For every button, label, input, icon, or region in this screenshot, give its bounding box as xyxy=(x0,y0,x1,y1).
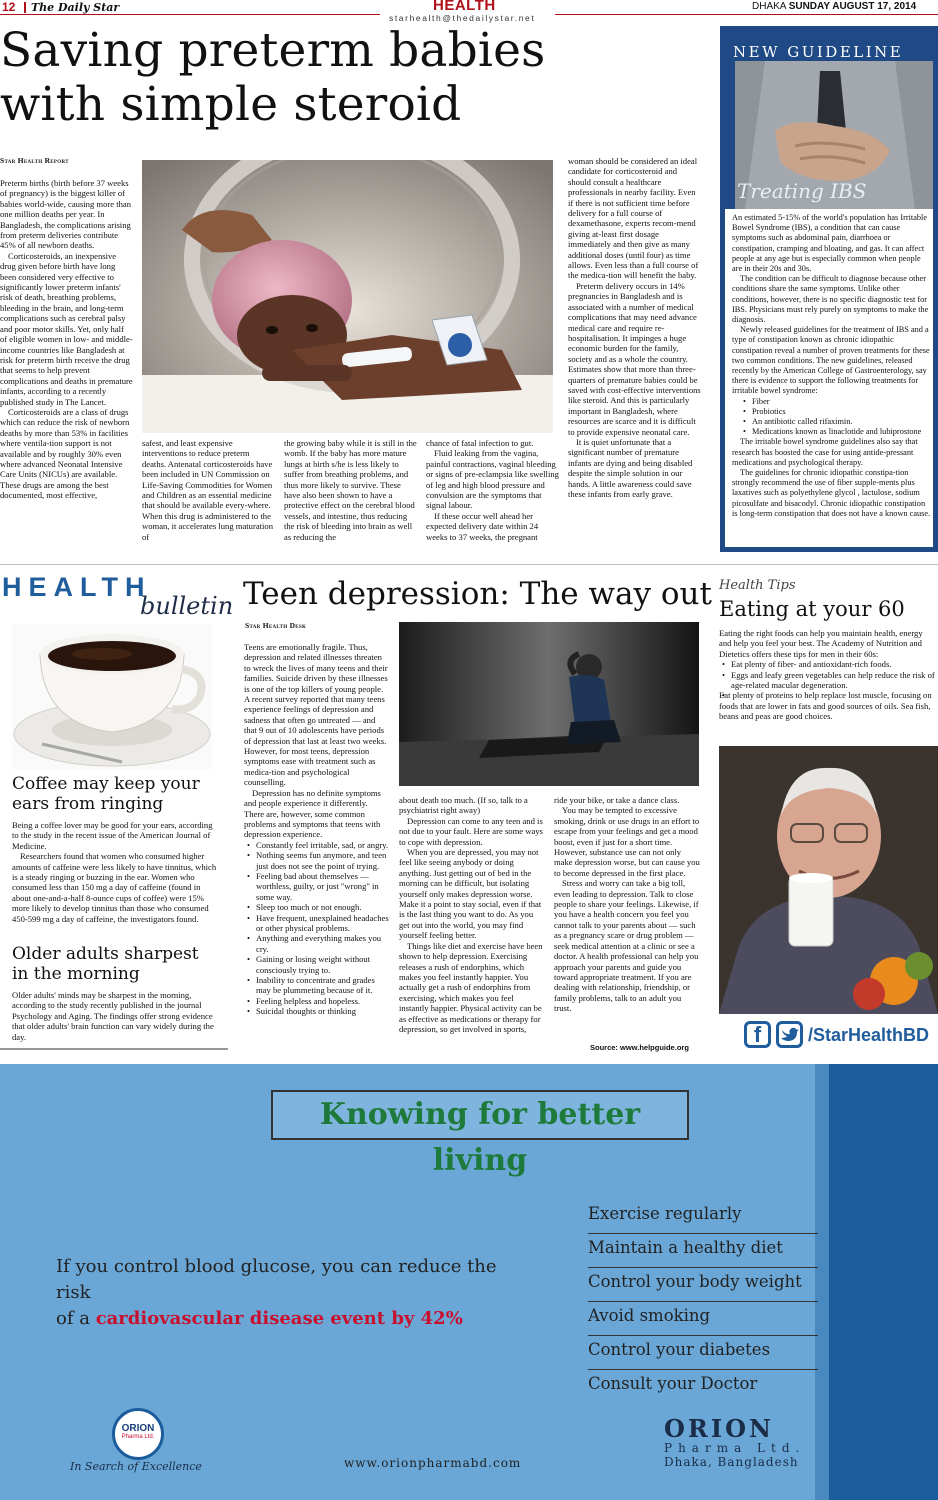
facebook-icon[interactable]: f xyxy=(744,1021,771,1048)
lead-column-2 xyxy=(142,438,275,542)
teen-para: You may be tempted to excessive smoking, drink or use drugs in an effort to escape from your feelings and get a mood boost, even if just for a short time. However, substance use can not only make depression worse, but can cause you to become depressed in the first place. xyxy=(554,805,700,878)
orion-logo xyxy=(112,1408,164,1460)
list-item: Avoid smoking xyxy=(588,1302,818,1336)
ad-statement-highlight: cardiovascular disease event by 42% xyxy=(95,1308,463,1329)
teen-para: Depression can come to any teen and is not due to your fault. Here are some ways to cope with depression. xyxy=(399,815,543,847)
lead-col5-para: It is quiet unfortunate that a significant number of premature infants are dying and being disabled despite the simple solution in our hands. A little awareness could save these infants from early grave. xyxy=(568,436,693,499)
ad-statement xyxy=(56,1254,536,1332)
list-item: • Constantly feel irritable, sad, or angry. xyxy=(244,840,389,850)
social-strip xyxy=(744,1021,938,1053)
bulletin-older-text xyxy=(12,990,217,1042)
orion-logo-name: ORION xyxy=(121,1423,155,1434)
ad-advice-list xyxy=(588,1200,818,1404)
tips-intro: Eating the right foods can help you maintain health, energy and help you feel your best. The Academy of Nutrition and Dietetics offers these tips for men in their 60s: xyxy=(719,628,923,659)
section-name: HEALTH xyxy=(433,0,496,14)
teen-para: Things like diet and exercise have been shown to help depression. Exercising releases a rush of endorphins, which makes you feel instantly happier. You actually get a rush of endorphins from exercising, which makes you feel instantly happier. Physical activity can be as effective as medications or therapy for depression, so get involved in sports, xyxy=(399,940,543,1034)
bulletin-bottom-rule xyxy=(0,1048,228,1050)
lead-col5-para: Preterm delivery occurs in 14% pregnancies in Bangladesh and is associated with a number of medical complications that may need advance medical care and require re-hospitalisation. It impinges a huge economic burden for the family, society and as a whole the country. Estimates show that more than three-quarters of premature babies could be saved with cost-effective interventions like steroid. And this is particularly important in Bangladesh, where resources are scarce and it is difficult to provide expensive neonatal care. xyxy=(568,280,701,437)
list-item: • Suicidal thoughts or thinking xyxy=(244,1006,389,1016)
list-item: • Anything and everything makes you cry. xyxy=(244,933,389,954)
ad-statement-prefix: of a xyxy=(56,1308,96,1329)
tips-text xyxy=(719,628,937,722)
lead-byline: Star Health Report xyxy=(0,156,69,165)
teen-para: Stress and worry can take a big toll, even leading to depression. Talk to close people to share your feelings. Likewise, if you have a health concern you feel you cannot talk to your parents about — such as a pregnancy scare or drug problem — seek medical attention at a clinic or see a doctor. A health professional can help you approach your parents and guide you toward appropriate treatment. If you are dealing with relationship, friendship, or family problems, talk to an adult you trust. xyxy=(554,878,699,1014)
tips-list xyxy=(719,659,937,721)
dateline-date: SUNDAY AUGUST 17, 2014 xyxy=(788,1,917,12)
lead-column-3 xyxy=(284,438,417,542)
coffee-cup-photo xyxy=(12,624,212,769)
guideline-para: The guidelines for chronic idiopathic constipa-tion strongly recommend the use of fiber supple-ments plus laxatives such as polyethylene glycol , lactulose, sodium picosulfate and bisacodyl. Chronic idiopathic constipation is long-term constipation that does not have a known cause. xyxy=(732,468,931,518)
orion-tagline: In Search of Excellence xyxy=(70,1460,202,1473)
ad-statement-line1: If you control blood glucose, you can reduce the risk xyxy=(56,1256,497,1303)
social-handle[interactable]: /StarHealthBD xyxy=(808,1025,930,1045)
guideline-para: Newly released guidelines for the treatment of IBS and a type of constipation known as chronic idiopathic constipation reveal a number of proven treatments for these two common conditions. The new guidelines, released recently by the American College of Gastroenterology, say there is evidence to support the following treatments for irritable bowel syndrome: xyxy=(732,325,930,396)
guideline-text xyxy=(732,213,932,519)
list-item: • Inability to concentrate and grades may be plummeting because of it. xyxy=(244,975,389,996)
teen-column-1 xyxy=(244,642,389,1017)
bulletin-title-main: HEALTH xyxy=(2,572,152,602)
lead-column-1 xyxy=(0,178,133,501)
lead-headline xyxy=(0,24,710,132)
bulletin-para: Being a coffee lover may be good for your ears, according to the study in the recent issue of the American Journal of Medicine. xyxy=(12,820,213,851)
lead-col4-para: If these occur well ahead her expected delivery date within 24 weeks to 37 weeks, the pregnant xyxy=(426,510,539,542)
list-item: • Eat plenty of fiber- and antioxidant-rich foods. xyxy=(719,659,937,669)
teen-symptom-list xyxy=(244,840,389,1017)
lead-col3-para: the growing baby while it is still in the womb. If the baby has more mature lungs at birth s/he is less likely to suffer from breathing problems, and thus more likely to survive. These have also been shown to have a protective effect on the cerebral blood vessels, and intestine, thus reducing the risk of bleeding into brain as well as reducing the xyxy=(284,438,417,542)
tips-kicker: Health Tips xyxy=(719,578,796,593)
guideline-box xyxy=(720,26,938,552)
teen-headline: Teen depression: The way out xyxy=(243,576,712,612)
teen-depression-photo xyxy=(399,622,699,786)
header-rule-right xyxy=(555,14,938,15)
bulletin-headline-older: Older adults sharpest in the morning xyxy=(12,944,199,984)
teen-column-3 xyxy=(554,795,700,1014)
older-man-milk-photo xyxy=(719,746,938,1014)
guideline-kicker: NEW GUIDELINE xyxy=(733,43,904,61)
lead-headline-line1: Saving preterm babies xyxy=(0,23,546,78)
list-item: • Feeling bad about themselves — worthless, guilty, or just "wrong" in some way. xyxy=(244,871,389,902)
list-item: • Fiber xyxy=(740,397,932,407)
list-item: • Probiotics xyxy=(740,407,932,417)
bulletin-coffee-text xyxy=(12,820,217,924)
list-item: • Eat plenty of proteins to help replace lost muscle, focusing on foods that are lower in fats and good sources of oils. Sea fish, beans and peas are good choices. xyxy=(719,690,937,721)
lead-col4-para: Fluid leaking from the vagina, painful contractions, vaginal bleeding or signs of pre-eclampsia like swelling of leg and high blood pressure and convulsion are the symptoms that signal labour. xyxy=(426,448,559,511)
teen-source: Source: www.helpguide.org xyxy=(590,1043,689,1052)
bulletin-title-script: bulletin xyxy=(140,592,234,620)
orion-ad xyxy=(0,1064,938,1500)
orion-brand xyxy=(664,1414,814,1469)
list-item: Control your body weight xyxy=(588,1268,818,1302)
twitter-icon[interactable] xyxy=(776,1021,803,1048)
guideline-para: The irritable bowel syndrome guidelines also say that research has boosted the case for using antide-pressant medications and psychological therapy. xyxy=(732,437,918,467)
section-divider xyxy=(0,564,938,565)
orion-brand-city: Dhaka, Bangladesh xyxy=(664,1455,799,1469)
guideline-para: The condition can be difficult to diagnose because other conditions share the same symptoms. Unlike other conditions, however, there is no specific diagnostic test for IBS. Physicians must rely purely on symptoms to make the diagnosis. xyxy=(732,274,929,325)
section-email: starhealth@thedailystar.net xyxy=(389,13,536,23)
lead-column-4 xyxy=(426,438,559,542)
preterm-baby-illustration xyxy=(142,160,553,433)
coffee-cup-illustration xyxy=(12,624,212,769)
bulletin-column xyxy=(0,572,234,1052)
teen-para: When you are depressed, you may not feel like seeing anybody or doing anything. Just getting out of bed in the morning can be difficult, but isolating yourself only makes depression worse. Make it a point to stay social, even if that is the last thing you want to do. As you get out into the world, you may find yourself feeling better. xyxy=(399,847,542,941)
dateline-city: DHAKA xyxy=(752,1,786,12)
lead-col2-para: safest, and least expensive interventions to reduce preterm deaths. Antenatal corticosteroids have been included in UN Commission on Life-Saving Commodities for Women and Children as an essential medicine that should be available every-where. When this drug is administered to the woman, it accelerates lung maturation of xyxy=(142,438,274,542)
page-header xyxy=(0,0,938,22)
teen-para: Teens are emotionally fragile. Thus, depression and related illnesses threaten to wreck the lives of many teens and their families. Suicide driven by these illnesses is one of the top killers of young people. A recent survey reported that many teens experience feelings of depression and sadness that often go untreated — and that 9 out of 10 adolescents have periods of depression that last at least two weeks. However, for most teens, depression symptoms ease with treatment such as medica-tion and psychological counselling. xyxy=(244,642,388,788)
lead-col1-para: Preterm births (birth before 37 weeks of pregnancy) is the biggest killer of babies world-wide, causing more than one million deaths per year. In Bangladesh, the complications arising from preterm deliveries contribute 45% of all newborn deaths. xyxy=(0,178,132,251)
list-item: • Medications known as linaclotide and lubiprostone xyxy=(740,427,932,437)
lead-col1-para: Corticosteroids are a class of drugs which can reduce the risk of newborn deaths by more than 53% in facilities where ventila-tion support is not available and by roughly 30% even where advanced Neonatal Intensive Care Units (NICUs) are available. These drugs are among the best documented, most effective, xyxy=(0,406,130,501)
paper-name: The Daily Star xyxy=(31,1,120,14)
dateline xyxy=(752,1,916,12)
preterm-baby-photo xyxy=(142,160,553,433)
teen-byline: Star Health Desk xyxy=(245,621,307,630)
twitter-bird-glyph xyxy=(779,1024,800,1045)
bulletin-para: Older adults' minds may be sharpest in the morning, according to the study recently published in the journal Psychology and Aging. The findings offer strong evidence that older adults' brain function can vary widely during the day. xyxy=(12,990,214,1042)
teen-column-2 xyxy=(399,795,544,1034)
guideline-treatment-list xyxy=(732,397,932,438)
orion-logo-sub: Pharma Ltd. xyxy=(121,1434,155,1440)
header-rule xyxy=(0,14,380,15)
ad-statement-line2 xyxy=(56,1306,536,1332)
lead-col4-para: chance of fatal infection to gut. xyxy=(426,438,534,448)
teen-para: about death too much. (If so, talk to a psychiatrist right away) xyxy=(399,795,528,816)
orion-brand-sub: Pharma Ltd. xyxy=(664,1441,806,1455)
lead-column-5 xyxy=(568,156,702,499)
list-item: • An antibiotic called rifaximin. xyxy=(740,417,932,427)
ibs-photo-caption: Treating IBS xyxy=(737,179,867,203)
orion-website[interactable]: www.orionpharmabd.com xyxy=(344,1456,522,1470)
ad-decor-stripe xyxy=(828,1064,938,1500)
bulletin-headline-coffee: Coffee may keep your ears from ringing xyxy=(12,774,200,814)
ad-title-box xyxy=(271,1090,689,1178)
list-item: • Gaining or losing weight without consciously trying to. xyxy=(244,954,389,975)
list-item: Consult your Doctor xyxy=(588,1374,758,1393)
list-item: Maintain a healthy diet xyxy=(588,1234,818,1268)
orion-brand-name: ORION xyxy=(664,1414,774,1443)
lead-headline-line2: with simple steroid xyxy=(0,77,462,132)
teen-para: Depression has no definite symptoms and people experience it differently. There are, however, some common problems and symptoms that teens with depression experience. xyxy=(244,787,381,840)
guideline-para: An estimated 5-15% of the world's population has Irritable Bowel Syndrome (IBS), a condition that can cause symptoms such as abdominal pain, diarrhoea or constipation, cramping and bloating, and gas. It can affect people at any age but is especially common when people are in their 20s and 30s. xyxy=(732,213,928,274)
list-item: • Have frequent, unexplained headaches or other physical problems. xyxy=(244,913,389,934)
older-man-milk-illustration xyxy=(719,746,938,1014)
lead-col5-para: woman should be considered an ideal candidate for corticosteroid and should consult a healthcare professionals in nearby facility. Even if there is not sufficient time before delivery for a full course of dexamethasone, experts recom-mend giving at-least first dosage immediately and then give as many additional doses (until four) as time allows. Even less than a full course of the medica-tion will benefit the baby. xyxy=(568,156,699,281)
list-item: • Nothing seems fun anymore, and teen just does not see the point of trying. xyxy=(244,850,389,871)
tips-headline: Eating at your 60 xyxy=(719,597,905,621)
list-item: • Sleep too much or not enough. xyxy=(244,902,389,912)
list-item: • Eggs and leafy green vegetables can help reduce the risk of age-related macular degeneration. xyxy=(719,670,937,691)
lead-col1-para: Corticosteroids, an inexpensive drug given before birth have long been considered very effective to significantly lower preterm infants' risk of death, breathing problems, bleeding in the brain, and long-term complications such as cerebral palsy and poor motor skills. Yet, only half of eligible women in low- and middle-income countries like Bangladesh at risk for preterm birth receive the drug that seems to help prevent complications and deaths in premature infants, according to a recently published study in The Lancet. xyxy=(0,250,133,407)
list-item: Exercise regularly xyxy=(588,1200,818,1234)
list-item: • Feeling helpless and hopeless. xyxy=(244,996,389,1006)
page-number: 12 xyxy=(2,0,16,14)
bulletin-para: Researchers found that women who consumed higher amounts of caffeine were less likely to have tinnitus, which is a steady ringing or buzzing in the ear. Women who consumed less than 150 mg a day of caffeine (found in about one-and-a-half 8-ounce cups of coffee) were 15% more likely to develop tinnitus than those who consumed 450-599 mg a day of caffeine, the investigators found. xyxy=(12,851,217,924)
header-divider xyxy=(24,2,26,13)
list-item: Control your diabetes xyxy=(588,1336,818,1370)
teen-depression-illustration xyxy=(399,622,699,786)
teen-para: ride your bike, or take a dance class. xyxy=(554,795,680,805)
ad-title: Knowing for better living xyxy=(319,1097,641,1178)
